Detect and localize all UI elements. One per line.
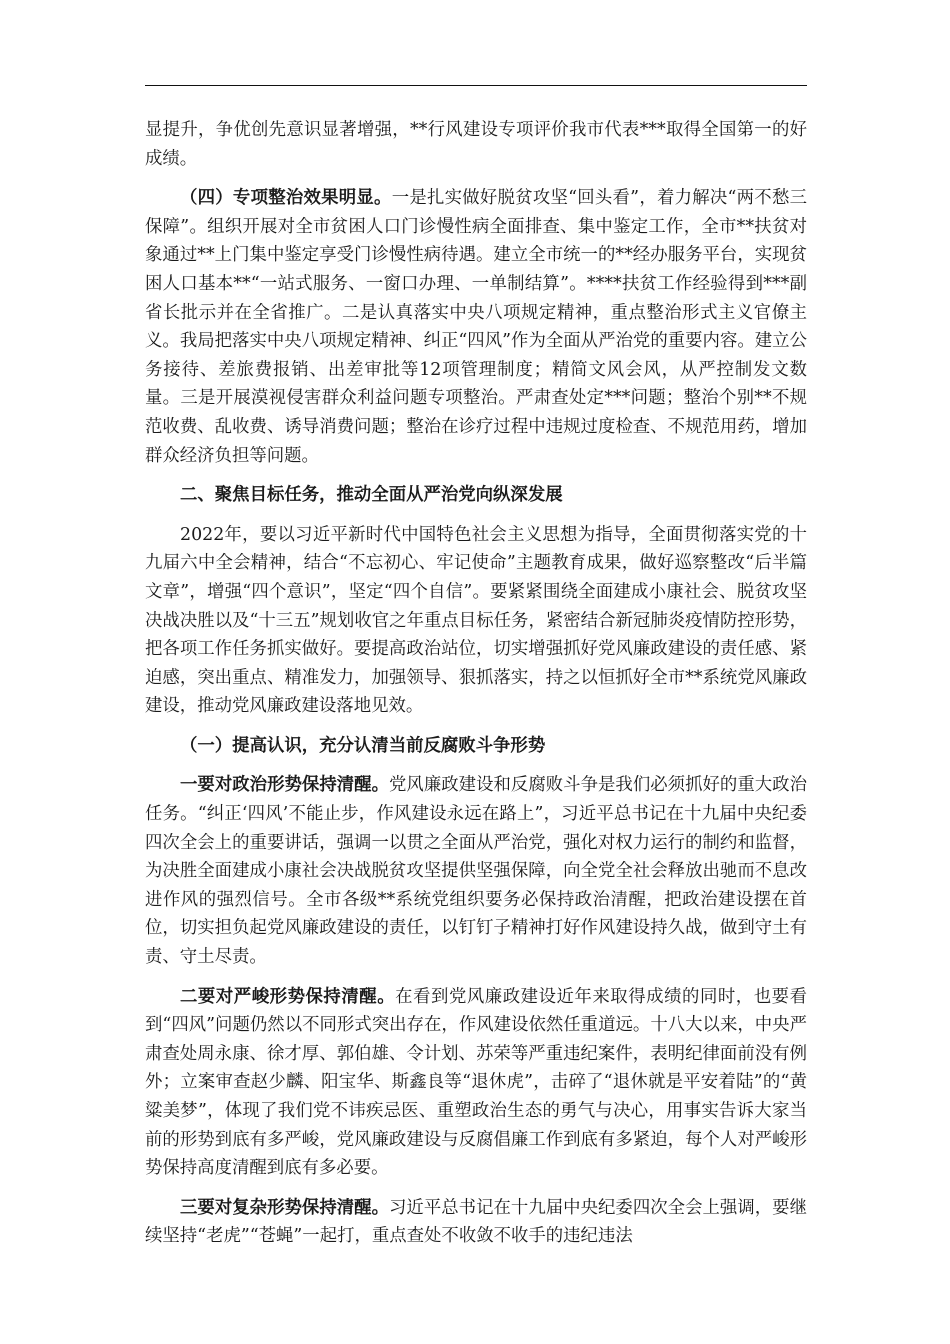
paragraph-lead: 二要对严峻形势保持清醒。 [180, 986, 396, 1007]
paragraph-lead: 一要对政治形势保持清醒。 [180, 775, 389, 796]
document-body [145, 116, 807, 1262]
paragraph-body: 在看到党风廉政建设近年来取得成绩的同时，也要看到“四风”问题仍然以不同形式突出存在，作风建设依然任重道远。十八大以来，中央严肃查处周永康、徐才厚、郭伯雄、令计划、苏荣等严重违纪案件，表明纪律面前没有例外；立案审查赵少麟、阳宝华、斯鑫良等“退休虎”，击碎了“退休就是平安着陆”的“黄粱美梦”，体现了我们党不讳疾忌医、重塑政治生态的勇气与决心，用事实告诉大家当前的形势到底有多严峻，党风廉政建设与反腐倡廉工作到底有多紧迫，每个人对严峻形势保持高度清醒到底有多必要。 [145, 986, 807, 1179]
paragraph-body: 党风廉政建设和反腐败斗争是我们必须抓好的重大政治任务。“纠正‘四风’不能止步，作风建设永远在路上”，习近平总书记在十九届中央纪委四次全会上的重要讲话，强调一以贯之全面从严治党，强化对权力运行的制约和监督，为决胜全面建成小康社会决战脱贫攻坚提供坚强保障，向全党全社会释放出驰而不息改进作风的强烈信号。全市各级**系统党组织要务必保持政治清醒，把政治建设摆在首位，切实担负起党风廉政建设的责任，以钉钉子精神打好作风建设持久战，做到守土有责、守土尽责。 [145, 775, 807, 968]
paragraph-complex-situation [145, 1194, 807, 1251]
paragraph-2022-goals: 2022年，要以习近平新时代中国特色社会主义思想为指导，全面贯彻落实党的十九届六中全会精神，结合“不忘初心、牢记使命”主题教育成果，做好巡察整改“后半篇文章”，增强“四个意识”，坚定“四个自信”。要紧紧围绕全面建成小康社会、脱贫攻坚决战决胜以及“十三五”规划收官之年重点目标任务，紧密结合新冠肺炎疫情防控形势，把各项工作任务抓实做好。要提高政治站位，切实增强抓好党风廉政建设的责任感、紧迫感，突出重点、精准发力，加强领导、狠抓落实，持之以恒抓好全市**系统党风廉政建设，推动党风廉政建设落地见效。 [145, 524, 807, 717]
paragraph-continuation: 显提升，争优创先意识显著增强，**行风建设专项评价我市代表***取得全国第一的好成绩。 [145, 120, 807, 169]
paragraph-political-situation [145, 771, 807, 971]
paragraph-lead: （四）专项整治效果明显。 [180, 188, 392, 209]
section-heading-2: 二、聚焦目标任务，推动全面从严治党向纵深发展 [180, 485, 563, 506]
paragraph-lead: 三要对复杂形势保持清醒。 [180, 1197, 389, 1218]
header-rule [145, 85, 807, 86]
paragraph-body: 习近平总书记在十九届中央纪委四次全会上强调，要继续坚持“老虎”“苍蝇”一起打，重点查处不收敛不收手的违纪违法 [145, 1197, 807, 1247]
paragraph-body: 一是扎实做好脱贫攻坚“回头看”，着力解决“两不愁三保障”。组织开展对全市贫困人口门诊慢性病全面排查、集中鉴定工作，全市**扶贫对象通过**上门集中鉴定享受门诊慢性病待遇。建立全市统一的**经办服务平台，实现贫困人口基本**“一站式服务、一窗口办理、一单制结算”。****扶贫工作经验得到***副省长批示并在全省推广。二是认真落实中央八项规定精神，重点整治形式主义官僚主义。我局把落实中央八项规定精神、纠正“四风”作为全面从严治党的重要内容。建立公务接待、差旅费报销、出差审批等12项管理制度；精简文风会风，从严控制发文数量。三是开展漠视侵害群众利益问题专项整治。严肃查处定***问题；整治个别**不规范收费、乱收费、诱导消费问题；整治在诊疗过程中违规过度检查、不规范用药，增加群众经济负担等问题。 [145, 188, 807, 466]
paragraph-severe-situation [145, 983, 807, 1183]
paragraph-special-rectification [145, 184, 807, 470]
subsection-heading-1: （一）提高认识，充分认清当前反腐败斗争形势 [180, 735, 546, 756]
